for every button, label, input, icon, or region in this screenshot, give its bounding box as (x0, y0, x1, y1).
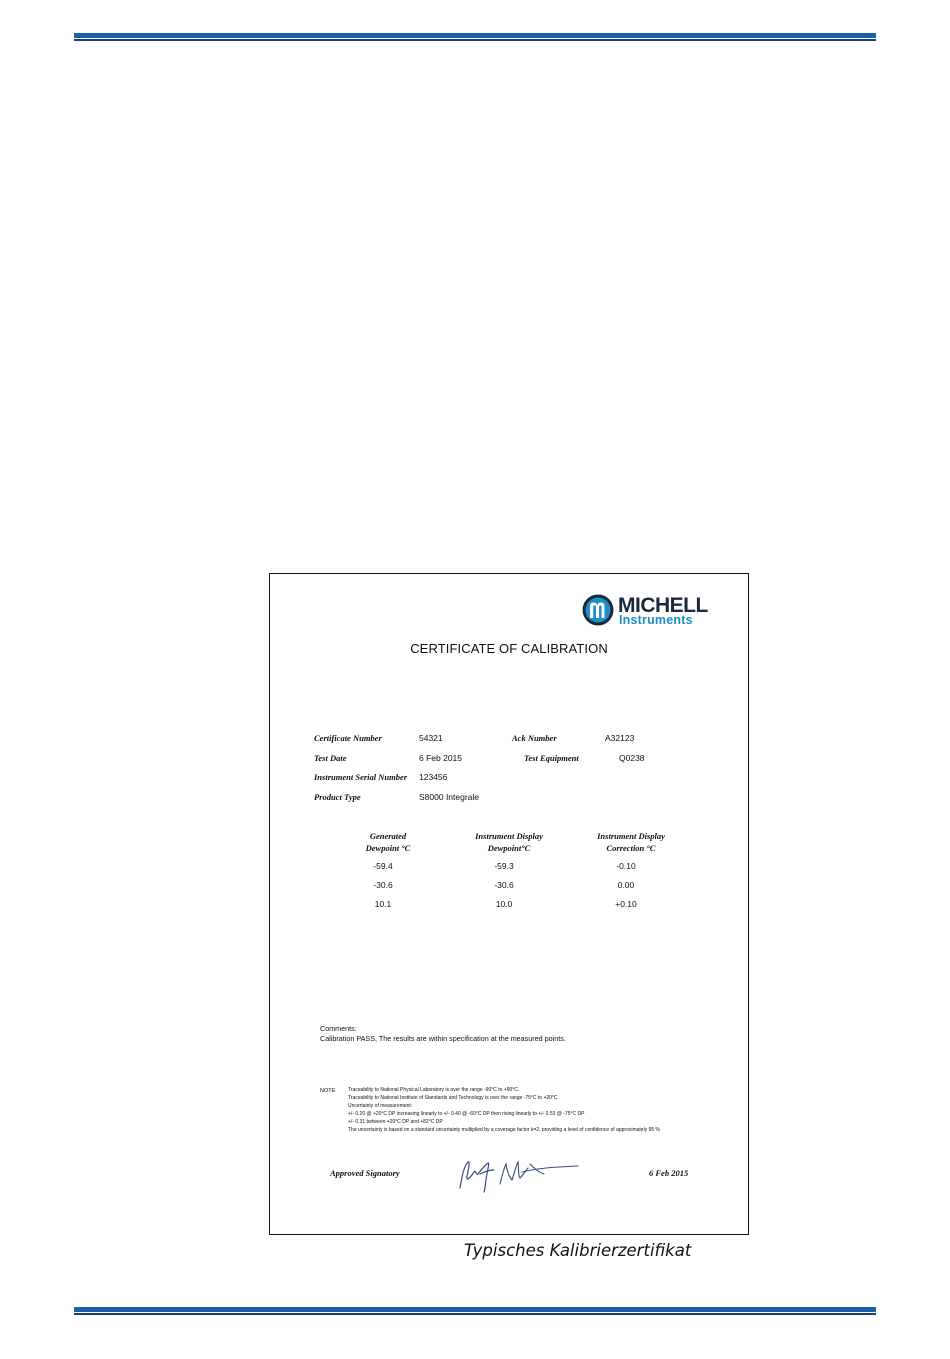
table-cell: -30.6 (373, 880, 393, 890)
note-line: Traceability to National Institute of Standards and Technology is over the range -75°C to +20°C (348, 1095, 558, 1101)
comments-text: Calibration PASS, The results are within specification at the measured points. (320, 1034, 566, 1043)
footer-rule (74, 1307, 876, 1315)
test-date-label: Test Date (314, 753, 347, 763)
product-type-label: Product Type (314, 792, 361, 802)
certificate-number-label: Certificate Number (314, 733, 382, 743)
signatory-date: 6 Feb 2015 (649, 1168, 689, 1178)
header-rule (74, 33, 876, 41)
note-line: The uncertainty is based on a standard uncertainty multiplied by a coverage factor k=2, providing a level of confidence of approximately 95 % (348, 1127, 660, 1133)
logo-name: MICHELL (618, 594, 708, 617)
table-cell: 10.1 (374, 899, 392, 909)
test-date-value: 6 Feb 2015 (419, 753, 463, 763)
note-block (348, 1086, 660, 1134)
figure-caption: Typisches Kalibrierzertifikat (464, 1241, 692, 1260)
note-line: Traceability to National Physical Laboratory is over the range -90°C to +90°C. (348, 1087, 520, 1093)
comments-label: Comments: (320, 1024, 357, 1033)
note-line: +/- 0.31 between +20°C DP and +82°C DP (348, 1119, 443, 1125)
table-cell: -59.3 (494, 861, 514, 871)
note-line: +/- 0.20 @ +20°C DP increasing linearly to +/- 0.40 @ -60°C DP then rising linearly to +/- 0.53 @ -75°C DP (348, 1111, 585, 1117)
ack-number-value: A32123 (605, 733, 635, 743)
michell-logo (582, 592, 727, 632)
table-cell: -59.4 (373, 861, 393, 871)
michell-m-icon (582, 594, 614, 626)
test-equipment-value: Q0238 (619, 753, 645, 763)
test-equipment-label: Test Equipment (524, 753, 579, 763)
table-cell: -30.6 (494, 880, 514, 890)
signature-image (454, 1154, 584, 1194)
table-cell: +0.10 (615, 899, 637, 909)
table-header-generated-dewpoint: Generated Dewpoint °C (365, 831, 411, 853)
ack-number-label: Ack Number (512, 733, 557, 743)
table-cell: 10.0 (495, 899, 513, 909)
table-cell: -0.10 (616, 861, 636, 871)
table-header-display-dewpoint: Instrument Display Dewpoint°C (475, 831, 543, 853)
signatory-label: Approved Signatory (330, 1168, 400, 1178)
product-type-value: S8000 Integrale (419, 792, 480, 802)
logo-subtitle: Instruments (619, 613, 693, 627)
note-line: Uncertainty of measurement: (348, 1103, 413, 1109)
calibration-certificate (269, 573, 749, 1235)
serial-number-value: 123456 (419, 772, 448, 782)
table-cell: 0.00 (617, 880, 635, 890)
certificate-title: CERTIFICATE OF CALIBRATION (410, 641, 608, 656)
table-header-display-correction: Instrument Display Correction °C (597, 831, 665, 853)
note-label: NOTE (320, 1088, 336, 1094)
serial-number-label: Instrument Serial Number (314, 772, 408, 782)
certificate-number-value: 54321 (419, 733, 443, 743)
